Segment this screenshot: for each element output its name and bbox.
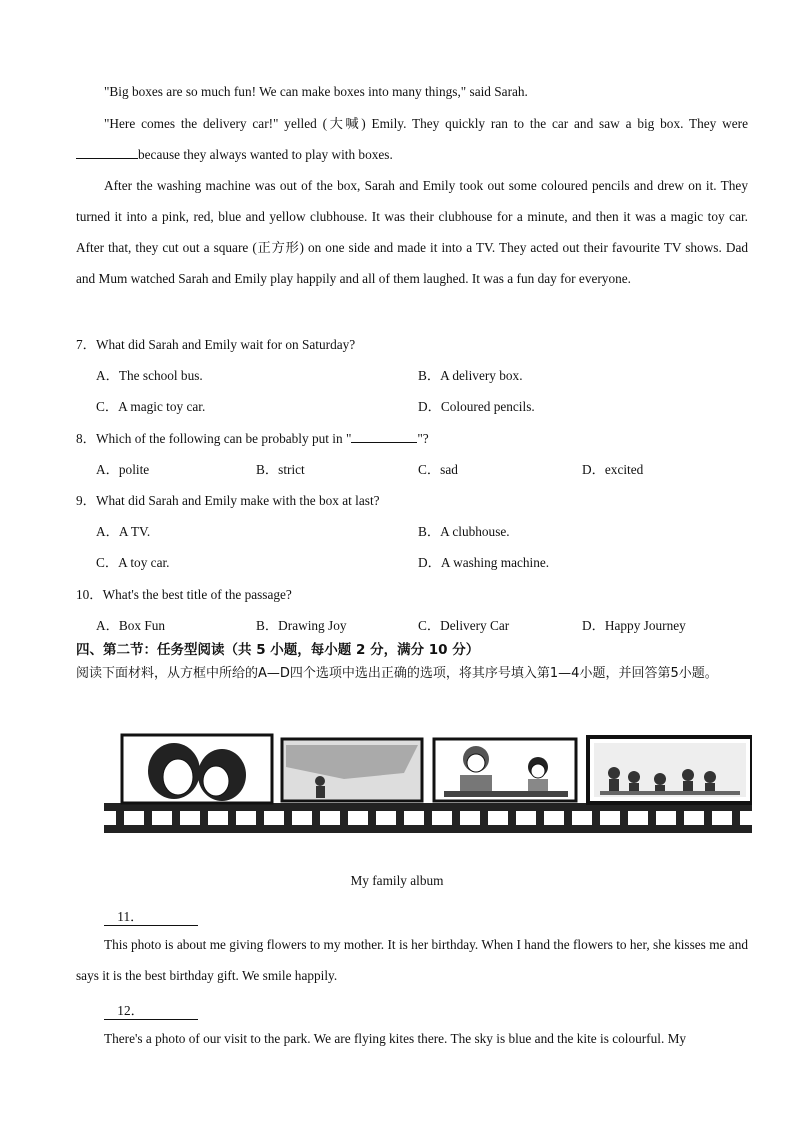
question-text-end: "? (417, 431, 429, 446)
question-8 (76, 428, 429, 447)
answer-line-12 (104, 1000, 198, 1020)
image-caption: My family album (350, 873, 444, 888)
item-11-paragraph: This photo is about me giving flowers to my mother. It is her birthday. When I hand the flowers to her, she kisses me and says it is the best birthday gift. We smile happily. (76, 937, 748, 983)
answer-blank (351, 430, 417, 443)
passage-paragraph-3: After the washing machine was out of the box, Sarah and Emily took out some coloured pencils and drew on it. They turned it into a pink, red, blue and yellow clubhouse. It was their clubhouse for a minute, and then it was a magic toy car. After that, they cut out a square (正方形) on one side and made it into a TV. They acted out their favourite TV shows. Dad and Mum watched Sarah and Emily play happily and all of them laughed. It was a fun day for everyone. (76, 178, 748, 286)
option-a: A．The school bus. (96, 368, 203, 383)
question-number: 8． (76, 431, 96, 446)
option-c: C．A toy car. (96, 555, 170, 570)
section-instructions: 阅读下面材料，从方框中所给的A—D四个选项中选出正确的选项，将其序号填入第1—4小题，并回答第5小题。 (76, 666, 718, 681)
option-b: B．Drawing Joy (256, 618, 347, 633)
option-d: D．excited (582, 462, 644, 477)
answer-line-number: 11． (104, 906, 198, 926)
answer-line-number: 12． (104, 1000, 198, 1020)
question-7 (76, 334, 355, 353)
family-album-film-strip (104, 733, 752, 851)
question-text: Which of the following can be probably put in " (95, 431, 352, 446)
question-10 (76, 584, 292, 603)
option-a: A．polite (96, 462, 150, 477)
passage-paragraph-2-text: "Here comes the delivery car!" yelled (大喊) Emily. They quickly ran to the car and saw a big box. They were (104, 116, 748, 131)
option-d: D．Coloured pencils. (418, 399, 535, 414)
option-c: C．Delivery Car (418, 618, 510, 633)
option-b: B．A clubhouse. (418, 524, 510, 539)
question-text: What did Sarah and Emily make with the box at last? (95, 493, 380, 508)
passage-paragraph-2-tail: because they always wanted to play with boxes. (138, 147, 393, 162)
question-number: 7． (76, 337, 96, 352)
question-9 (76, 490, 380, 509)
option-c: C．sad (418, 462, 458, 477)
option-a: A．Box Fun (96, 618, 166, 633)
answer-blank (76, 146, 138, 159)
option-b: B．A delivery box. (418, 368, 523, 383)
question-number: 10． (76, 587, 103, 602)
option-a: A．A TV. (96, 524, 151, 539)
passage-paragraph-2 (76, 108, 748, 170)
passage-paragraph-1: "Big boxes are so much fun! We can make boxes into many things," said Sarah. (104, 84, 528, 99)
question-text: What did Sarah and Emily wait for on Saturday? (95, 337, 356, 352)
option-b: B．strict (256, 462, 305, 477)
option-d: D．A washing machine. (418, 555, 550, 570)
option-d: D．Happy Journey (582, 618, 686, 633)
question-text: What's the best title of the passage? (102, 587, 292, 602)
item-12-paragraph: There's a photo of our visit to the park. We are flying kites there. The sky is blue and the kite is colourful. My (104, 1031, 687, 1046)
question-number: 9． (76, 493, 96, 508)
option-c: C．A magic toy car. (96, 399, 206, 414)
answer-line-11 (104, 906, 198, 926)
section-heading: 四、第二节：任务型阅读（共 5 小题，每小题 2 分，满分 10 分） (76, 642, 480, 658)
